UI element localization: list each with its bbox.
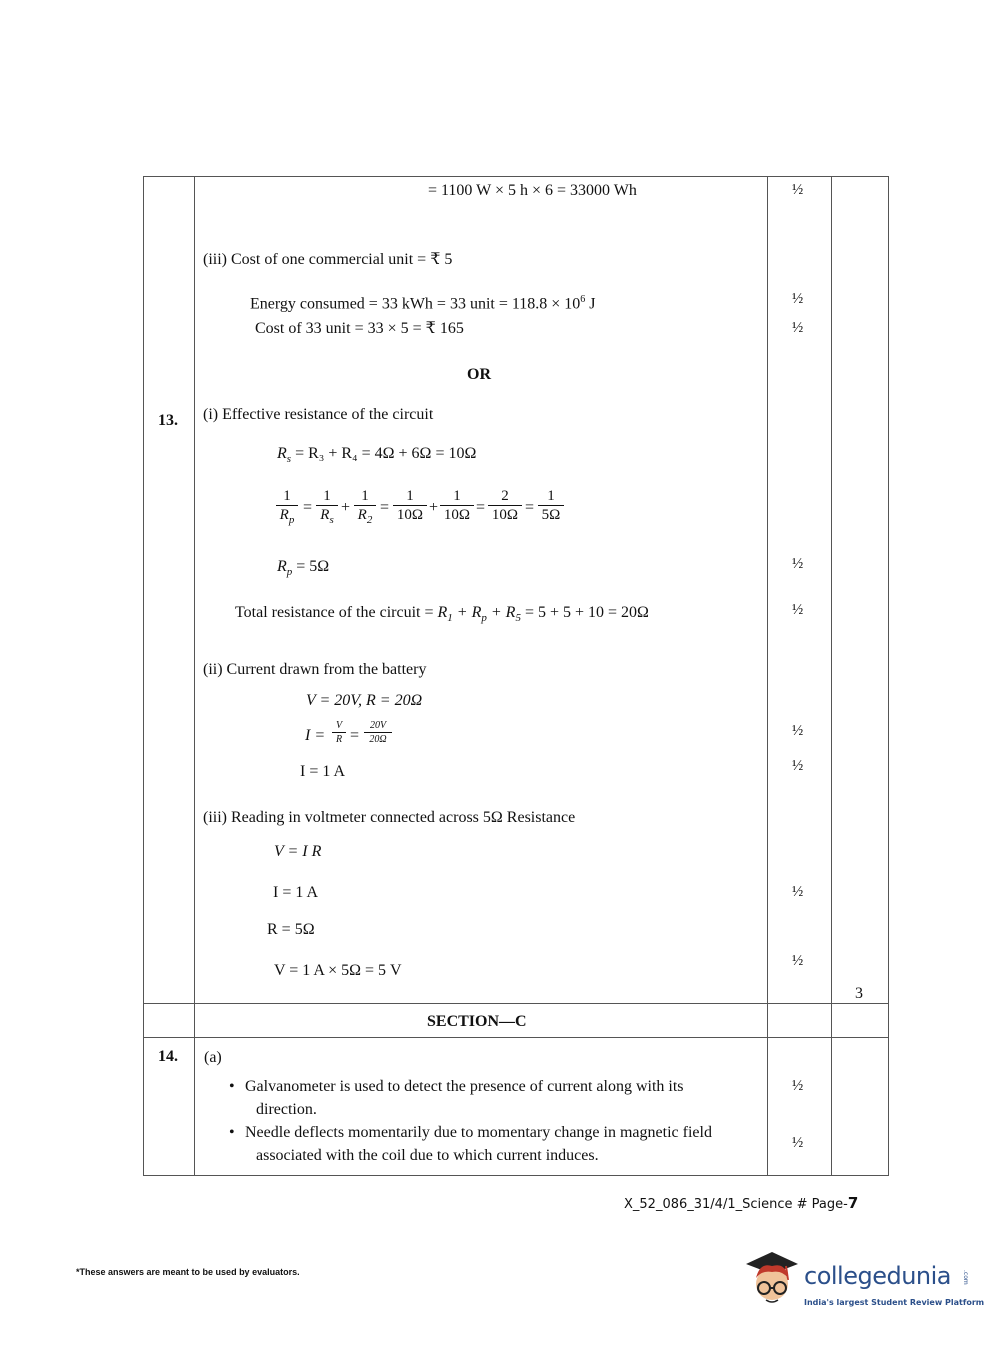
denominator: R bbox=[335, 734, 343, 745]
equals-sign: = bbox=[476, 499, 486, 516]
mark-half: ½ bbox=[792, 182, 804, 198]
r-letter: R bbox=[320, 507, 330, 523]
cost-33-line: Cost of 33 unit = 33 × 5 = ₹ 165 bbox=[255, 320, 464, 337]
numerator: 1 bbox=[283, 488, 291, 504]
rs-equation-rhs: = R₃ + R₄ = 4Ω + 6Ω = 10Ω bbox=[295, 445, 477, 462]
r-sub: p bbox=[288, 514, 295, 526]
bullet-icon: • bbox=[229, 1124, 235, 1141]
v-r-values: V = 20V, R = 20Ω bbox=[306, 692, 423, 709]
r-letter: R bbox=[279, 507, 289, 523]
numerator: 1 bbox=[323, 488, 331, 504]
brand-name: collegedunia bbox=[804, 1262, 952, 1290]
rs-equation bbox=[277, 444, 476, 469]
page-code bbox=[624, 1194, 858, 1212]
mark-half: ½ bbox=[792, 556, 804, 572]
frac-1-5ohm bbox=[538, 488, 564, 523]
r-sub: 2 bbox=[366, 514, 373, 526]
total-marks: 3 bbox=[855, 985, 863, 1002]
frac-1-10ohm bbox=[440, 488, 474, 523]
mark-half: ½ bbox=[792, 953, 804, 969]
mark-half: ½ bbox=[792, 602, 804, 618]
frac-1-r2 bbox=[354, 488, 376, 528]
col-divider-1 bbox=[194, 176, 195, 1176]
plus-sign: + bbox=[429, 499, 439, 516]
numerator: 1 bbox=[406, 488, 414, 504]
or-heading: OR bbox=[467, 366, 491, 383]
denominator: 20Ω bbox=[369, 734, 387, 745]
mark-half: ½ bbox=[792, 291, 804, 307]
equals-sign: = bbox=[525, 499, 535, 516]
table-border-left bbox=[143, 176, 144, 1176]
q13-part-i: (i) Effective resistance of the circuit bbox=[203, 406, 434, 423]
numerator: 2 bbox=[501, 488, 509, 504]
frac-1-rp bbox=[276, 488, 298, 528]
energy-consumed-line bbox=[250, 290, 596, 314]
brand-tagline: India's largest Student Review Platform bbox=[804, 1298, 985, 1307]
bullet-1-line-1: Galvanometer is used to detect the presence of current along with its bbox=[245, 1078, 684, 1095]
frac-20v-20ohm bbox=[364, 720, 392, 745]
question-number-13: 13. bbox=[158, 412, 178, 429]
denominator: 10Ω bbox=[396, 507, 424, 523]
voltage-result: V = 1 A × 5Ω = 5 V bbox=[274, 962, 402, 979]
plus-sign: + bbox=[341, 499, 351, 516]
numerator: 20V bbox=[369, 720, 387, 731]
denominator: 10Ω bbox=[443, 507, 471, 523]
mark-half: ½ bbox=[792, 884, 804, 900]
total-resistance-value: = 5 + 5 + 10 = 20Ω bbox=[524, 604, 649, 621]
q13-part-iii: (iii) Reading in voltmeter connected across 5Ω Resistance bbox=[203, 809, 576, 826]
total-resistance-line bbox=[235, 603, 649, 628]
bullet-icon: • bbox=[229, 1078, 235, 1095]
ohms-law: V = I R bbox=[274, 843, 322, 860]
numerator: V bbox=[335, 720, 343, 731]
total-resistance-terms: $R_1 + R_p + R_5$ bbox=[437, 604, 521, 625]
brand-suffix: .com bbox=[962, 1270, 969, 1285]
page-code-prefix: X_52_086_31/4/1_Science # Page- bbox=[624, 1197, 848, 1212]
mark-half: ½ bbox=[792, 1078, 804, 1094]
cost-unit-line: (iii) Cost of one commercial unit = ₹ 5 bbox=[203, 251, 453, 268]
denominator bbox=[316, 507, 338, 528]
current-value: I = 1 A bbox=[273, 884, 319, 901]
frac-v-r bbox=[332, 720, 346, 745]
numerator: 1 bbox=[361, 488, 369, 504]
table-border-top bbox=[143, 176, 889, 177]
i-label: I = bbox=[305, 727, 326, 744]
total-resistance-label: Total resistance of the circuit = bbox=[235, 604, 434, 621]
resistance-value: R = 5Ω bbox=[267, 921, 315, 938]
r-sub: s bbox=[329, 514, 334, 526]
page-number: 7 bbox=[847, 1194, 859, 1212]
rp-result bbox=[277, 557, 329, 582]
top-equation: = 1100 W × 5 h × 6 = 33000 Wh bbox=[428, 182, 637, 199]
row-divider-2 bbox=[143, 1037, 889, 1038]
row-divider-1 bbox=[143, 1003, 889, 1004]
equals-sign: = bbox=[380, 499, 390, 516]
col-divider-3 bbox=[831, 176, 832, 1176]
rs-symbol: $R_s$ bbox=[277, 445, 292, 466]
mark-half: ½ bbox=[792, 723, 804, 739]
mark-half: ½ bbox=[792, 320, 804, 336]
rp-value: = 5Ω bbox=[296, 558, 330, 575]
q14-part-a: (a) bbox=[204, 1049, 222, 1066]
energy-consumed-text: Energy consumed = 33 kWh = 33 unit = 118.8 × 10 bbox=[250, 295, 581, 313]
question-number-14: 14. bbox=[158, 1048, 178, 1065]
equals-sign: = bbox=[303, 499, 313, 516]
numerator: 1 bbox=[453, 488, 461, 504]
table-border-right bbox=[888, 176, 889, 1176]
mark-half: ½ bbox=[792, 1135, 804, 1151]
energy-unit: J bbox=[585, 295, 596, 313]
numerator: 1 bbox=[547, 488, 555, 504]
bullet-2-line-1: Needle deflects momentarily due to momentary change in magnetic field bbox=[245, 1124, 712, 1141]
r-letter: R bbox=[357, 507, 367, 523]
frac-1-10ohm bbox=[393, 488, 427, 523]
denominator: 10Ω bbox=[491, 507, 519, 523]
denominator bbox=[354, 507, 376, 528]
col-divider-2 bbox=[767, 176, 768, 1176]
denominator bbox=[276, 507, 298, 528]
mark-half: ½ bbox=[792, 758, 804, 774]
rp-symbol: $R_p$ bbox=[277, 558, 293, 579]
equals-sign: = bbox=[350, 727, 360, 744]
bullet-1-line-2: direction. bbox=[256, 1101, 317, 1118]
current-result: I = 1 A bbox=[300, 763, 346, 780]
frac-2-10ohm bbox=[488, 488, 522, 523]
bullet-2-line-2: associated with the coil due to which current induces. bbox=[256, 1147, 599, 1164]
evaluator-disclaimer: *These answers are meant to be used by evaluators. bbox=[76, 1267, 300, 1277]
mascot-logo-icon bbox=[742, 1248, 802, 1312]
table-border-bottom bbox=[143, 1175, 889, 1176]
energy-exponent: 6 bbox=[580, 294, 586, 305]
section-c-heading: SECTION—C bbox=[427, 1013, 527, 1030]
q13-part-ii: (ii) Current drawn from the battery bbox=[203, 661, 427, 678]
denominator: 5Ω bbox=[541, 507, 561, 523]
frac-1-rs bbox=[316, 488, 338, 528]
